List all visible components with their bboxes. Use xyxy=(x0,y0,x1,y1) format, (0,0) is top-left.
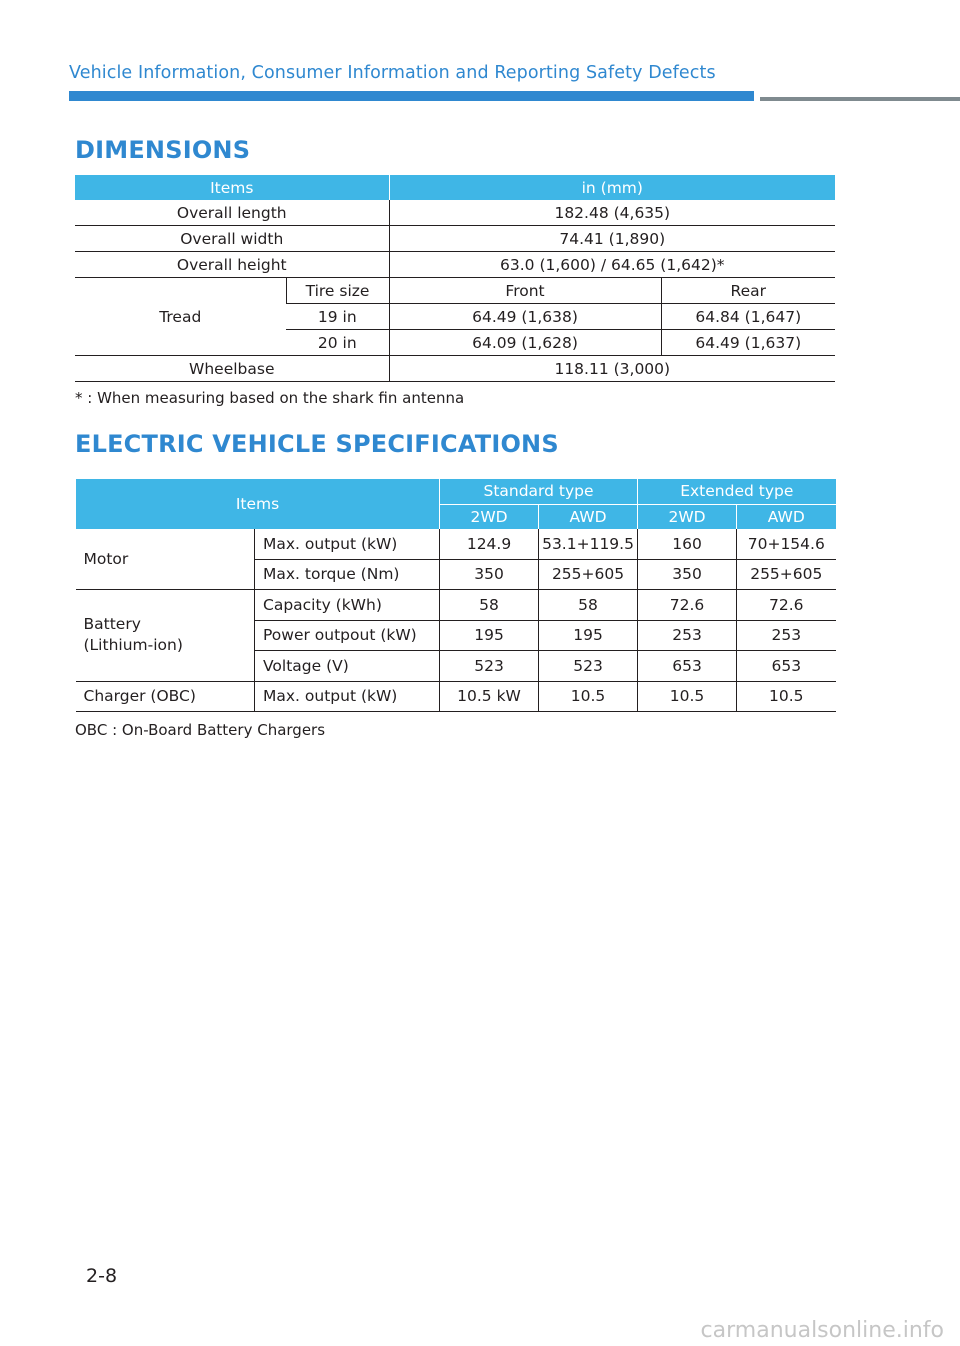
spec-value: 255+605 xyxy=(737,559,836,590)
battery-label-line1: Battery xyxy=(83,615,141,634)
spec-value: 72.6 xyxy=(638,590,737,621)
battery-label-line2: (Lithium-ion) xyxy=(83,636,183,655)
spec-label: Max. torque (Nm) xyxy=(255,559,440,590)
ev-specs-note: OBC : On-Board Battery Chargers xyxy=(75,721,326,739)
header-units: in (mm) xyxy=(389,175,835,200)
motor-label: Motor xyxy=(76,529,255,590)
tread-subheader-front: Front xyxy=(389,278,661,304)
tread-front: 64.49 (1,638) xyxy=(389,304,661,330)
spec-value: 160 xyxy=(638,529,737,559)
row-label: Overall height xyxy=(75,252,389,278)
spec-value: 523 xyxy=(440,651,539,682)
spec-value: 653 xyxy=(737,651,836,682)
spec-value: 58 xyxy=(539,590,638,621)
spec-value: 58 xyxy=(440,590,539,621)
header-items: Items xyxy=(75,175,389,200)
battery-label xyxy=(76,590,255,682)
spec-value: 124.9 xyxy=(440,529,539,559)
spec-label: Capacity (kWh) xyxy=(255,590,440,621)
table-header-row xyxy=(76,479,836,504)
row-value: 74.41 (1,890) xyxy=(389,226,835,252)
spec-value: 53.1+119.5 xyxy=(539,529,638,559)
table-row xyxy=(75,278,835,304)
spec-value: 350 xyxy=(638,559,737,590)
header-drive: 2WD xyxy=(638,504,737,529)
tread-rear: 64.84 (1,647) xyxy=(661,304,835,330)
header-drive: AWD xyxy=(737,504,836,529)
section-header-title: Vehicle Information, Consumer Information and Reporting Safety Defects xyxy=(69,63,716,83)
row-label: Wheelbase xyxy=(75,356,389,382)
header-extended-type: Extended type xyxy=(638,479,836,504)
table-row xyxy=(76,681,836,712)
spec-value: 10.5 xyxy=(539,681,638,712)
tread-subheader-tire: Tire size xyxy=(286,278,389,304)
spec-label: Max. output (kW) xyxy=(255,681,440,712)
spec-value: 253 xyxy=(638,620,737,651)
spec-label: Power outpout (kW) xyxy=(255,620,440,651)
dimensions-title: DIMENSIONS xyxy=(75,136,251,164)
header-rule-gray xyxy=(760,97,960,101)
tread-label: Tread xyxy=(75,278,286,356)
table-row xyxy=(76,529,836,559)
spec-value: 72.6 xyxy=(737,590,836,621)
header-standard-type: Standard type xyxy=(440,479,638,504)
header-items: Items xyxy=(76,479,440,529)
tread-front: 64.09 (1,628) xyxy=(389,330,661,356)
spec-label: Max. output (kW) xyxy=(255,529,440,559)
spec-value: 70+154.6 xyxy=(737,529,836,559)
spec-value: 653 xyxy=(638,651,737,682)
table-header-row xyxy=(75,175,835,200)
spec-value: 523 xyxy=(539,651,638,682)
table-row xyxy=(75,200,835,226)
tread-tire-size: 19 in xyxy=(286,304,389,330)
row-value: 63.0 (1,600) / 64.65 (1,642)* xyxy=(389,252,835,278)
spec-value: 350 xyxy=(440,559,539,590)
header-drive: AWD xyxy=(539,504,638,529)
dimensions-table xyxy=(75,175,835,382)
ev-specs-title: ELECTRIC VEHICLE SPECIFICATIONS xyxy=(75,430,559,458)
row-label: Overall width xyxy=(75,226,389,252)
table-row xyxy=(76,590,836,621)
header-drive: 2WD xyxy=(440,504,539,529)
footer-watermark: carmanualsonline.info xyxy=(700,1318,944,1343)
dimensions-note: * : When measuring based on the shark fin antenna xyxy=(75,389,465,407)
spec-value: 195 xyxy=(440,620,539,651)
spec-value: 10.5 xyxy=(638,681,737,712)
charger-label: Charger (OBC) xyxy=(76,681,255,712)
table-row xyxy=(75,252,835,278)
spec-value: 253 xyxy=(737,620,836,651)
spec-label: Voltage (V) xyxy=(255,651,440,682)
spec-value: 255+605 xyxy=(539,559,638,590)
tread-tire-size: 20 in xyxy=(286,330,389,356)
page-number: 2-8 xyxy=(86,1265,118,1287)
table-row xyxy=(75,356,835,382)
row-value: 118.11 (3,000) xyxy=(389,356,835,382)
spec-value: 10.5 xyxy=(737,681,836,712)
header-rule-blue xyxy=(69,91,754,101)
row-label: Overall length xyxy=(75,200,389,226)
row-value: 182.48 (4,635) xyxy=(389,200,835,226)
ev-specs-table xyxy=(75,479,836,712)
spec-value: 195 xyxy=(539,620,638,651)
table-row xyxy=(75,226,835,252)
tread-rear: 64.49 (1,637) xyxy=(661,330,835,356)
spec-value: 10.5 kW xyxy=(440,681,539,712)
tread-subheader-rear: Rear xyxy=(661,278,835,304)
